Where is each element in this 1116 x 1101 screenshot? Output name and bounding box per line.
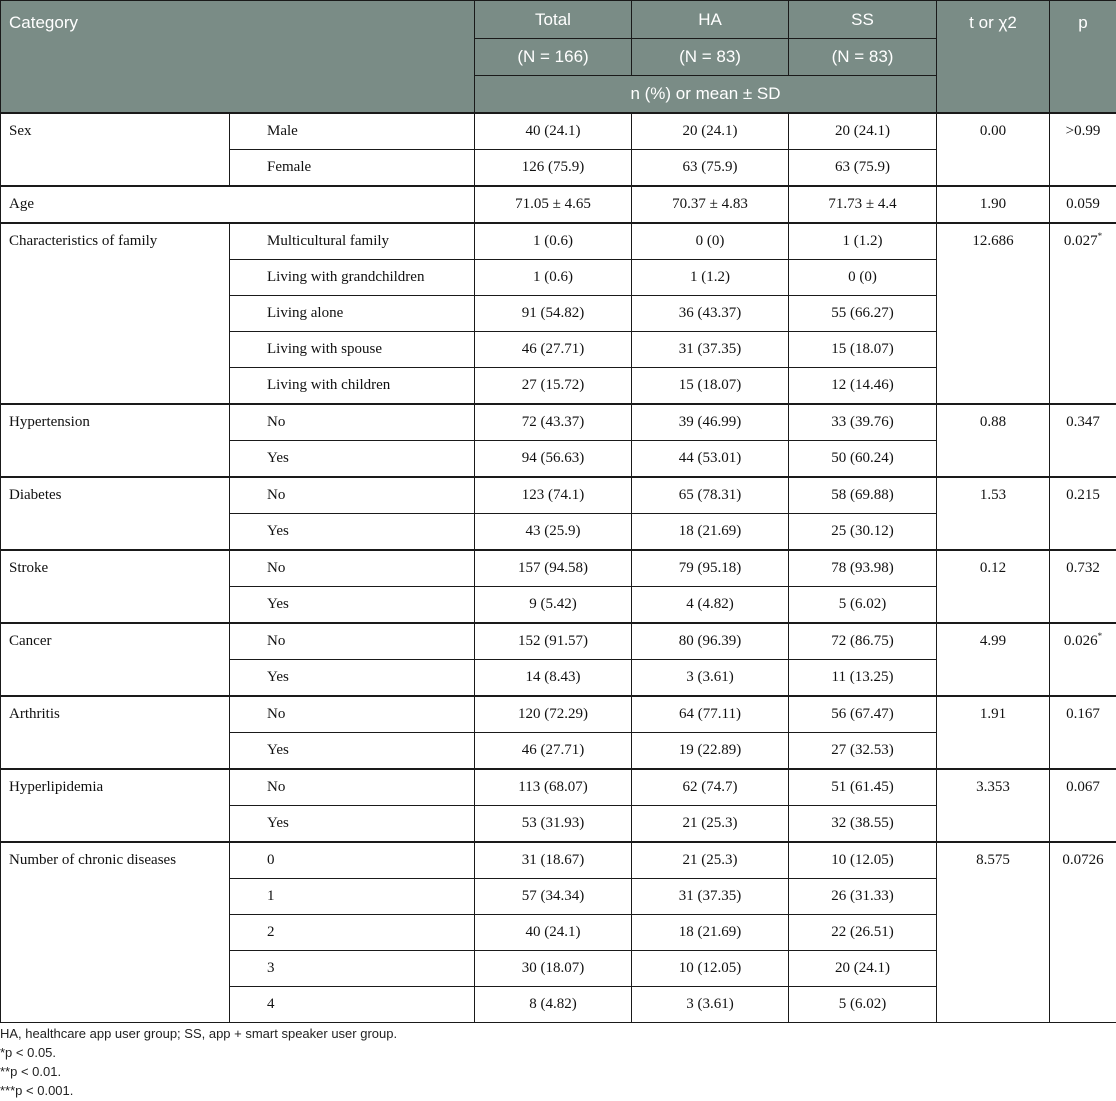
test-statistic-cell: 1.91: [937, 696, 1050, 769]
total-cell: 46 (27.71): [475, 331, 632, 367]
ha-cell: 44 (53.01): [632, 440, 789, 477]
test-statistic-cell: 1.90: [937, 186, 1050, 223]
test-statistic-cell: 0.00: [937, 113, 1050, 186]
header-total-n: (N = 166): [475, 39, 632, 76]
header-ha-n: (N = 83): [632, 39, 789, 76]
ha-cell: 70.37 ± 4.83: [632, 186, 789, 223]
category-label: Cancer: [1, 623, 230, 696]
ha-cell: 1 (1.2): [632, 259, 789, 295]
ss-cell: 26 (31.33): [789, 878, 937, 914]
total-cell: 9 (5.42): [475, 586, 632, 623]
ss-cell: 32 (38.55): [789, 805, 937, 842]
table-row: [1, 404, 1116, 441]
total-cell: 40 (24.1): [475, 914, 632, 950]
ss-cell: 5 (6.02): [789, 586, 937, 623]
ss-cell: 0 (0): [789, 259, 937, 295]
total-cell: 30 (18.07): [475, 950, 632, 986]
subcategory-label: 2: [230, 914, 475, 950]
ha-cell: 15 (18.07): [632, 367, 789, 404]
total-cell: 53 (31.93): [475, 805, 632, 842]
ha-cell: 39 (46.99): [632, 404, 789, 441]
category-label: Age: [1, 186, 475, 223]
table-row: [1, 477, 1116, 514]
subcategory-label: Multicultural family: [230, 223, 475, 260]
ha-cell: 79 (95.18): [632, 550, 789, 587]
total-cell: 126 (75.9): [475, 149, 632, 186]
ha-cell: 21 (25.3): [632, 805, 789, 842]
ss-cell: 58 (69.88): [789, 477, 937, 514]
ss-cell: 51 (61.45): [789, 769, 937, 806]
table-row: [1, 696, 1116, 733]
footnote-p-005: *p < 0.05.: [0, 1045, 57, 1060]
ss-cell: 50 (60.24): [789, 440, 937, 477]
total-cell: 123 (74.1): [475, 477, 632, 514]
header-category: Category: [1, 1, 475, 113]
subcategory-label: Living alone: [230, 295, 475, 331]
test-statistic-cell: 0.12: [937, 550, 1050, 623]
subcategory-label: No: [230, 696, 475, 733]
ha-cell: 62 (74.7): [632, 769, 789, 806]
subcategory-label: No: [230, 550, 475, 587]
test-statistic-cell: 4.99: [937, 623, 1050, 696]
subcategory-label: 3: [230, 950, 475, 986]
footnote-p-0001: ***p < 0.001.: [0, 1083, 74, 1098]
p-value-cell: 0.059: [1050, 186, 1116, 223]
ss-cell: 33 (39.76): [789, 404, 937, 441]
ss-cell: 72 (86.75): [789, 623, 937, 660]
ss-cell: 63 (75.9): [789, 149, 937, 186]
p-value-cell: 0.347: [1050, 404, 1116, 477]
ha-cell: 63 (75.9): [632, 149, 789, 186]
subcategory-label: No: [230, 404, 475, 441]
table-row: [1, 769, 1116, 806]
table-row: [1, 623, 1116, 660]
footnote-p-001: **p < 0.01.: [0, 1064, 62, 1079]
subcategory-label: Yes: [230, 440, 475, 477]
subcategory-label: Yes: [230, 732, 475, 769]
subcategory-label: Yes: [230, 513, 475, 550]
ha-cell: 64 (77.11): [632, 696, 789, 733]
table-row: [1, 223, 1116, 260]
total-cell: 27 (15.72): [475, 367, 632, 404]
table-footnotes: [0, 1024, 397, 1100]
footnote-abbreviations: HA, healthcare app user group; SS, app + smart speaker user group.: [0, 1026, 398, 1041]
total-cell: 1 (0.6): [475, 259, 632, 295]
category-label: Characteristics of family: [1, 223, 230, 404]
ss-cell: 27 (32.53): [789, 732, 937, 769]
ss-cell: 78 (93.98): [789, 550, 937, 587]
ss-cell: 20 (24.1): [789, 950, 937, 986]
test-statistic-cell: 8.575: [937, 842, 1050, 1023]
subcategory-label: Yes: [230, 805, 475, 842]
category-label: Stroke: [1, 550, 230, 623]
ha-cell: 20 (24.1): [632, 113, 789, 150]
table-row: [1, 550, 1116, 587]
p-value-cell: [1050, 623, 1116, 696]
p-value-cell: [1050, 223, 1116, 404]
total-cell: 8 (4.82): [475, 986, 632, 1022]
category-label: Sex: [1, 113, 230, 186]
p-value-text: 0.027: [1063, 232, 1098, 249]
subcategory-label: Yes: [230, 586, 475, 623]
p-value-cell: 0.167: [1050, 696, 1116, 769]
ha-cell: 18 (21.69): [632, 914, 789, 950]
ha-cell: 0 (0): [632, 223, 789, 260]
ha-cell: 21 (25.3): [632, 842, 789, 879]
subcategory-label: No: [230, 477, 475, 514]
category-label: Arthritis: [1, 696, 230, 769]
ha-cell: 80 (96.39): [632, 623, 789, 660]
ha-cell: 36 (43.37): [632, 295, 789, 331]
header-ss: SS: [789, 1, 937, 39]
subcategory-label: No: [230, 623, 475, 660]
ha-cell: 10 (12.05): [632, 950, 789, 986]
subcategory-label: Living with spouse: [230, 331, 475, 367]
test-statistic-cell: 12.686: [937, 223, 1050, 404]
subcategory-label: Male: [230, 113, 475, 150]
p-value-text: 0.026: [1063, 632, 1098, 649]
total-cell: 31 (18.67): [475, 842, 632, 879]
ss-cell: 22 (26.51): [789, 914, 937, 950]
significance-mark: *: [1097, 630, 1103, 641]
table-row: [1, 186, 1116, 223]
total-cell: 57 (34.34): [475, 878, 632, 914]
ha-cell: 19 (22.89): [632, 732, 789, 769]
ha-cell: 31 (37.35): [632, 331, 789, 367]
header-ss-n: (N = 83): [789, 39, 937, 76]
test-statistic-cell: 0.88: [937, 404, 1050, 477]
subcategory-label: Yes: [230, 659, 475, 696]
total-cell: 71.05 ± 4.65: [475, 186, 632, 223]
header-unit: n (%) or mean ± SD: [475, 76, 937, 113]
total-cell: 40 (24.1): [475, 113, 632, 150]
total-cell: 46 (27.71): [475, 732, 632, 769]
ha-cell: 3 (3.61): [632, 659, 789, 696]
total-cell: 72 (43.37): [475, 404, 632, 441]
category-label: Number of chronic diseases: [1, 842, 230, 1023]
subcategory-label: Living with grandchildren: [230, 259, 475, 295]
ha-cell: 4 (4.82): [632, 586, 789, 623]
p-value-cell: 0.215: [1050, 477, 1116, 550]
total-cell: 157 (94.58): [475, 550, 632, 587]
ss-cell: 12 (14.46): [789, 367, 937, 404]
ss-cell: 11 (13.25): [789, 659, 937, 696]
subcategory-label: Living with children: [230, 367, 475, 404]
p-value-cell: >0.99: [1050, 113, 1116, 186]
ha-cell: 18 (21.69): [632, 513, 789, 550]
header-total: Total: [475, 1, 632, 39]
total-cell: 91 (54.82): [475, 295, 632, 331]
subcategory-label: Female: [230, 149, 475, 186]
ha-cell: 3 (3.61): [632, 986, 789, 1022]
header-test-statistic: t or χ2: [937, 1, 1050, 113]
total-cell: 14 (8.43): [475, 659, 632, 696]
header-p-value: p: [1050, 1, 1116, 113]
subcategory-label: 4: [230, 986, 475, 1022]
p-value-cell: 0.067: [1050, 769, 1116, 842]
subcategory-label: 1: [230, 878, 475, 914]
category-label: Hyperlipidemia: [1, 769, 230, 842]
ss-cell: 5 (6.02): [789, 986, 937, 1022]
subcategory-label: 0: [230, 842, 475, 879]
total-cell: 1 (0.6): [475, 223, 632, 260]
table-row: [1, 113, 1116, 150]
ss-cell: 55 (66.27): [789, 295, 937, 331]
p-value-cell: 0.0726: [1050, 842, 1116, 1023]
total-cell: 94 (56.63): [475, 440, 632, 477]
ss-cell: 25 (30.12): [789, 513, 937, 550]
header-ha: HA: [632, 1, 789, 39]
subcategory-label: No: [230, 769, 475, 806]
total-cell: 113 (68.07): [475, 769, 632, 806]
ss-cell: 56 (67.47): [789, 696, 937, 733]
total-cell: 152 (91.57): [475, 623, 632, 660]
test-statistic-cell: 3.353: [937, 769, 1050, 842]
ss-cell: 1 (1.2): [789, 223, 937, 260]
total-cell: 120 (72.29): [475, 696, 632, 733]
ss-cell: 15 (18.07): [789, 331, 937, 367]
total-cell: 43 (25.9): [475, 513, 632, 550]
ha-cell: 31 (37.35): [632, 878, 789, 914]
test-statistic-cell: 1.53: [937, 477, 1050, 550]
ss-cell: 20 (24.1): [789, 113, 937, 150]
p-value-cell: 0.732: [1050, 550, 1116, 623]
table-row: [1, 842, 1116, 879]
significance-mark: *: [1097, 230, 1103, 241]
ss-cell: 71.73 ± 4.4: [789, 186, 937, 223]
ss-cell: 10 (12.05): [789, 842, 937, 879]
category-label: Hypertension: [1, 404, 230, 477]
ha-cell: 65 (78.31): [632, 477, 789, 514]
category-label: Diabetes: [1, 477, 230, 550]
